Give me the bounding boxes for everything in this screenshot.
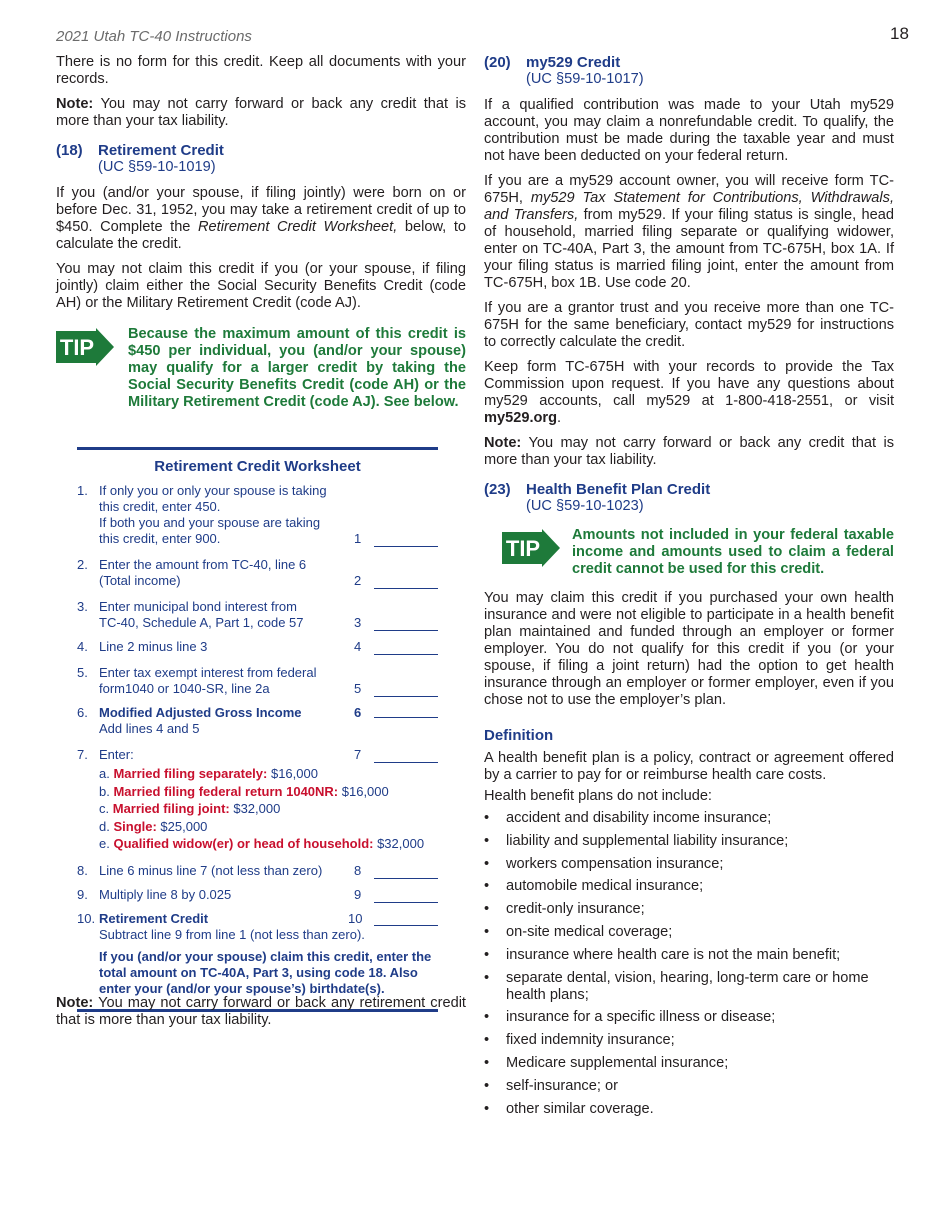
definition-paragraph: A health benefit plan is a policy, contract or agreement offered by a carrier to pay for or reimburse health care costs. [484,750,894,783]
list-item: • other similar coverage. [484,1100,654,1117]
my529-paragraph-1: If a qualified contribution was made to your Utah my529 account, you may claim a nonrefundable credit. To qualify, the contribution must be made during the taxable year and must not have been deducted on your federal return. [484,97,894,164]
section-title: Health Benefit Plan Credit [526,481,711,498]
running-header: 2021 Utah TC-40 Instructions [56,28,252,45]
my529-paragraph-2: If you are a my529 account owner, you will receive form TC-675H, my529 Tax Statement for Contributions, Withdrawals, and Transfers, from my529. If your filing status is single, head of household, married filing separate or qualifying widower, enter on TC-40A, Part 3, the amount from TC-675H, box 1A. If your filing status is married filing joint, enter the amount from TC-675H, box 1B. Use code 20. [484,173,894,291]
list-item: • insurance for a specific illness or disease; [484,1009,776,1026]
worksheet-line-5: 5. Enter tax exempt interest from federal form1040 or 1040-SR, line 2a 5 [77,665,438,697]
worksheet-note: If you (and/or your spouse) claim this credit, enter the total amount on TC-40A, Part 3, using code 18. Also enter your (and/or your spouse’s) birthdate(s). [99,948,432,996]
tip-box [502,527,894,578]
section-18-heading [56,142,466,176]
section-code: (UC §59-10-1019) [98,159,216,175]
note-label: Note: [56,96,94,112]
entry-line-7[interactable] [374,750,438,763]
tip-icon [56,328,114,366]
my529-paragraph-3: If you are a grantor trust and you receive more than one TC-675H for the same beneficiary, contact my529 for instructions to correctly calculate the credit. [484,300,894,350]
health-paragraph: You may claim this credit if you purchased your own health insurance and were not eligible to participate in a health benefit plan maintained and funded through an employer or former employer. You do not qualify for this credit if you (or your spouse, if filing a joint return) had the option to get health insurance through an employer or former employer, even if you chose not to use the employer’s plan. [484,590,894,708]
my529-note: Note: You may not carry forward or back any credit that is more than your tax liability. [484,435,894,468]
list-item: • self-insurance; or [484,1077,618,1094]
section-23-heading [484,481,894,515]
note-paragraph: Note: You may not carry forward or back any credit that is more than your tax liability. [56,96,466,129]
entry-line-3[interactable] [374,618,438,631]
worksheet-line-4: 4. Line 2 minus line 3 4 [77,639,438,655]
worksheet-line-2: 2. Enter the amount from TC-40, line 6 (Total income) 2 [77,557,438,589]
entry-line-9[interactable] [374,890,438,903]
list-item: • liability and supplemental liability insurance; [484,832,789,849]
exclusions-intro: Health benefit plans do not include: [484,788,712,804]
worksheet-line-3: 3. Enter municipal bond interest from TC-40, Schedule A, Part 1, code 57 3 [77,599,438,631]
my529-link[interactable]: my529.org [484,410,558,426]
entry-line-1[interactable] [374,534,438,547]
retirement-paragraph-2: You may not claim this credit if you (or your spouse, if filing jointly) claim either the Social Security Benefits Credit (code AH) or the Military Retirement Credit (code AJ). [56,261,466,311]
list-item: • insurance where health care is not the main benefit; [484,946,841,963]
worksheet-line-6: 6. Modified Adjusted Gross Income Add lines 4 and 5 6 [77,705,438,737]
right-column [484,54,894,1123]
page-number: 18 [890,24,909,43]
section-code: (UC §59-10-1017) [526,71,644,87]
section-title: Retirement Credit [98,142,224,159]
list-item: • workers compensation insurance; [484,855,724,872]
tip-icon [502,529,560,567]
worksheet-line-7: 7. Enter: 7 [77,747,438,763]
definition-heading: Definition [484,727,554,744]
exclusion-list [484,810,894,1118]
entry-line-8[interactable] [374,866,438,879]
retirement-note: Note: You may not carry forward or back any retirement credit that is more than your tax liability. [56,995,466,1028]
worksheet-line-8: 8. Line 6 minus line 7 (not less than zero) 8 [77,863,438,879]
section-title: my529 Credit [526,54,621,71]
entry-line-2[interactable] [374,576,438,589]
section-number: (18) [56,142,83,159]
list-item: • fixed indemnity insurance; [484,1032,675,1049]
entry-line-6[interactable] [374,705,438,718]
filing-status-options: a. Married filing separately: $16,000 b. Married filing federal return 1040NR: $16,000 c. Married filing joint: $32,000 d. Single: $25,000 e. Qualified widow(er) or head of household: $32,000 [99,766,425,851]
tip-box [56,326,466,411]
list-item: • credit-only insurance; [484,901,645,918]
left-column [56,54,466,421]
section-number: (20) [484,54,511,71]
worksheet-line-9: 9. Multiply line 8 by 0.025 9 [77,887,438,903]
list-item: • on-site medical coverage; [484,923,673,940]
section-20-heading [484,54,894,88]
worksheet-line-1: 1. If only you or only your spouse is taking this credit, enter 450. If both you and your spouse are taking this credit, enter 900. 1 [77,483,438,547]
retirement-paragraph-1: If you (and/or your spouse, if filing jointly) were born on or before Dec. 31, 1952, you may take a retirement credit of up to $450. Complete the Retirement Credit Worksheet, below, to calculate the credit. [56,185,466,252]
entry-line-10[interactable] [374,913,438,926]
worksheet-title: Retirement Credit Worksheet [154,458,361,475]
list-item: • accident and disability income insurance; [484,810,772,826]
section-number: (23) [484,481,511,498]
worksheet-line-10: 10. Retirement Credit Subtract line 9 from line 1 (not less than zero). 10 [77,911,438,943]
retirement-credit-worksheet [77,447,438,1012]
section-code: (UC §59-10-1023) [526,498,644,514]
tip-text: Amounts not included in your federal taxable income and amounts used to claim a federal credit cannot be used for this credit. [572,527,894,577]
list-item: • Medicare supplemental insurance; [484,1054,729,1071]
list-item: • separate dental, vision, hearing, long-term care or home health plans; [484,969,869,1003]
svg-text:TIP: TIP [505,536,541,561]
list-item: • automobile medical insurance; [484,878,704,895]
tip-text: Because the maximum amount of this credit is $450 per individual, you (and/or your spouse) may qualify for a larger credit by taking the Social Security Benefits Credit (code AH) or the Military Retirement Credit (code AJ). See below. [128,326,466,410]
entry-line-5[interactable] [374,684,438,697]
intro-paragraph: There is no form for this credit. Keep all documents with your records. [56,54,466,87]
my529-paragraph-4: Keep form TC-675H with your records to provide the Tax Commission upon request. If you have any questions about my529 accounts, call my529 at 1-800-418-2551, or visit my529.org. [484,359,894,426]
svg-text:TIP: TIP [59,335,95,360]
entry-line-4[interactable] [374,642,438,655]
